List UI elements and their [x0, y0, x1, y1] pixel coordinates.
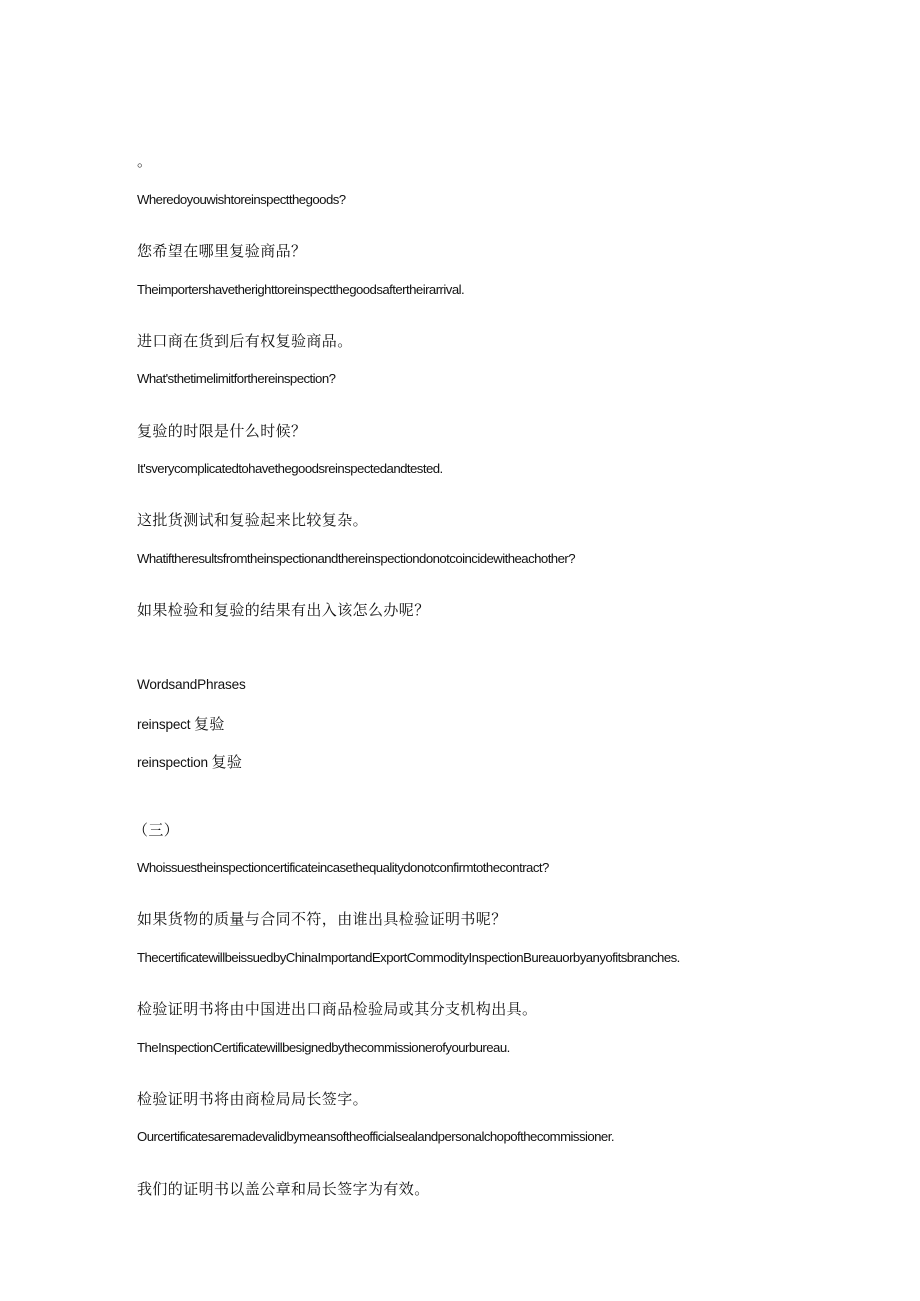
- top-mark: 。: [137, 152, 153, 170]
- vocabulary-term: reinspection: [137, 755, 208, 770]
- chinese-translation: 如果检验和复验的结果有出入该怎么办呢？: [137, 601, 430, 619]
- vocabulary-meaning: 复验: [193, 715, 225, 733]
- chinese-translation: 您希望在哪里复验商品？: [137, 242, 307, 260]
- english-sentence: What'sthetimelimitforthereinspection?: [137, 371, 336, 386]
- english-sentence: It'sverycomplicatedtohavethegoodsreinspectedandtested.: [137, 461, 443, 476]
- english-sentence: Ourcertificatesaremadevalidbymeansoftheofficialsealandpersonalchopofthecommissioner.: [137, 1129, 614, 1144]
- section-heading: （三）: [133, 821, 180, 839]
- vocabulary-term: reinspect: [137, 717, 191, 732]
- chinese-translation: 检验证明书将由中国进出口商品检验局或其分支机构出具。: [137, 1000, 538, 1018]
- english-sentence: Whatiftheresultsfromtheinspectionandthereinspectiondonotcoincidewitheachother?: [137, 551, 576, 566]
- english-sentence: Wheredoyouwishtoreinspectthegoods?: [137, 192, 346, 207]
- english-sentence: Theimportershavetherighttoreinspectthegoodsaftertheirarrival.: [137, 282, 465, 297]
- chinese-translation: 我们的证明书以盖公章和局长签字为有效。: [137, 1180, 430, 1198]
- vocabulary-meaning: 复验: [211, 753, 243, 771]
- chinese-translation: 这批货测试和复验起来比较复杂。: [137, 511, 369, 529]
- english-sentence: TheInspectionCertificatewillbesignedbythecommissionerofyourbureau.: [137, 1040, 510, 1055]
- chinese-translation: 复验的时限是什么时候？: [137, 422, 307, 440]
- english-sentence: Whoissuestheinspectioncertificateincasethequalitydonotconfirmtothecontract?: [137, 860, 549, 875]
- vocabulary-item: [137, 713, 225, 734]
- chinese-translation: 进口商在货到后有权复验商品。: [137, 332, 353, 350]
- chinese-translation: 检验证明书将由商检局局长签字。: [137, 1090, 369, 1108]
- vocabulary-item: [137, 751, 242, 772]
- english-sentence: ThecertificatewillbeissuedbyChinaImportandExportCommodityInspectionBureauorbyanyofitsbranches.: [137, 950, 680, 965]
- words-and-phrases-heading: WordsandPhrases: [137, 677, 246, 692]
- chinese-translation: 如果货物的质量与合同不符，由谁出具检验证明书呢？: [137, 910, 507, 928]
